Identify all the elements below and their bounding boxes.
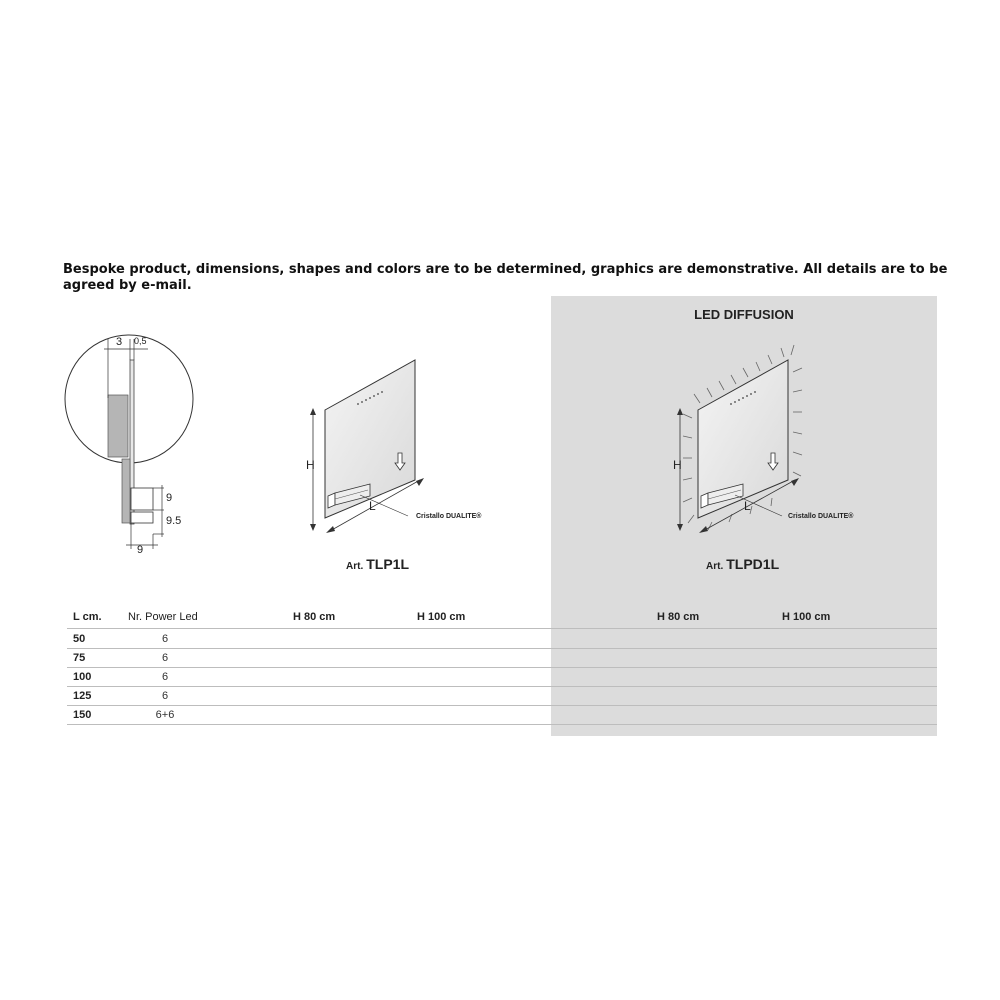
art-code-left bbox=[346, 556, 409, 572]
height-label-left: H bbox=[306, 458, 315, 472]
header-l-cm: L cm. bbox=[73, 611, 102, 623]
art-number-left: TLP1L bbox=[366, 556, 410, 572]
row-length: 50 bbox=[73, 633, 86, 645]
led-diffusion-title: LED DIFFUSION bbox=[694, 307, 794, 322]
art-code-right bbox=[706, 556, 779, 572]
caption-dualite-right: Cristallo DUALITE® bbox=[788, 513, 854, 520]
table-divider bbox=[67, 667, 937, 668]
dim-9-top-label: 9 bbox=[166, 492, 173, 504]
dim-05-label: 0,5 bbox=[134, 336, 147, 346]
row-length: 150 bbox=[73, 709, 92, 721]
length-label-right: L bbox=[744, 499, 751, 513]
header-left-h80: H 80 cm bbox=[293, 611, 336, 623]
dim-9-5-label: 9.5 bbox=[166, 515, 182, 527]
table-divider bbox=[67, 648, 937, 649]
art-prefix-right: Art. bbox=[706, 561, 724, 572]
length-label-left: L bbox=[369, 499, 376, 513]
dim-3-label: 3 bbox=[116, 336, 123, 348]
row-length: 125 bbox=[73, 690, 92, 702]
dim-9-bottom-label: 9 bbox=[137, 544, 144, 556]
height-label-right: H bbox=[673, 458, 682, 472]
mirror-tlp1l-drawing bbox=[310, 360, 424, 533]
table-divider bbox=[67, 686, 937, 687]
notice-text: Bespoke product, dimensions, shapes and colors are to be determined, graphics are demonstrative. All details are to be agreed by e-mail. bbox=[63, 262, 948, 293]
mirror-tlpd1l-drawing bbox=[677, 345, 802, 533]
table-divider bbox=[67, 724, 937, 725]
table-divider bbox=[67, 628, 937, 629]
art-number-right: TLPD1L bbox=[726, 556, 780, 572]
row-power-led: 6 bbox=[161, 633, 169, 645]
row-length: 100 bbox=[73, 671, 92, 683]
table-divider bbox=[67, 705, 937, 706]
header-left-h100: H 100 cm bbox=[417, 611, 466, 623]
row-length: 75 bbox=[73, 652, 86, 664]
header-right-h80: H 80 cm bbox=[657, 611, 700, 623]
row-power-led: 6 bbox=[161, 652, 169, 664]
row-power-led: 6 bbox=[161, 690, 169, 702]
header-power-led: Nr. Power Led bbox=[128, 611, 198, 623]
row-power-led: 6 bbox=[161, 671, 169, 683]
caption-dualite-left: Cristallo DUALITE® bbox=[416, 513, 482, 520]
header-right-h100: H 100 cm bbox=[782, 611, 831, 623]
row-power-led: 6+6 bbox=[155, 709, 175, 721]
art-prefix-left: Art. bbox=[346, 561, 364, 572]
